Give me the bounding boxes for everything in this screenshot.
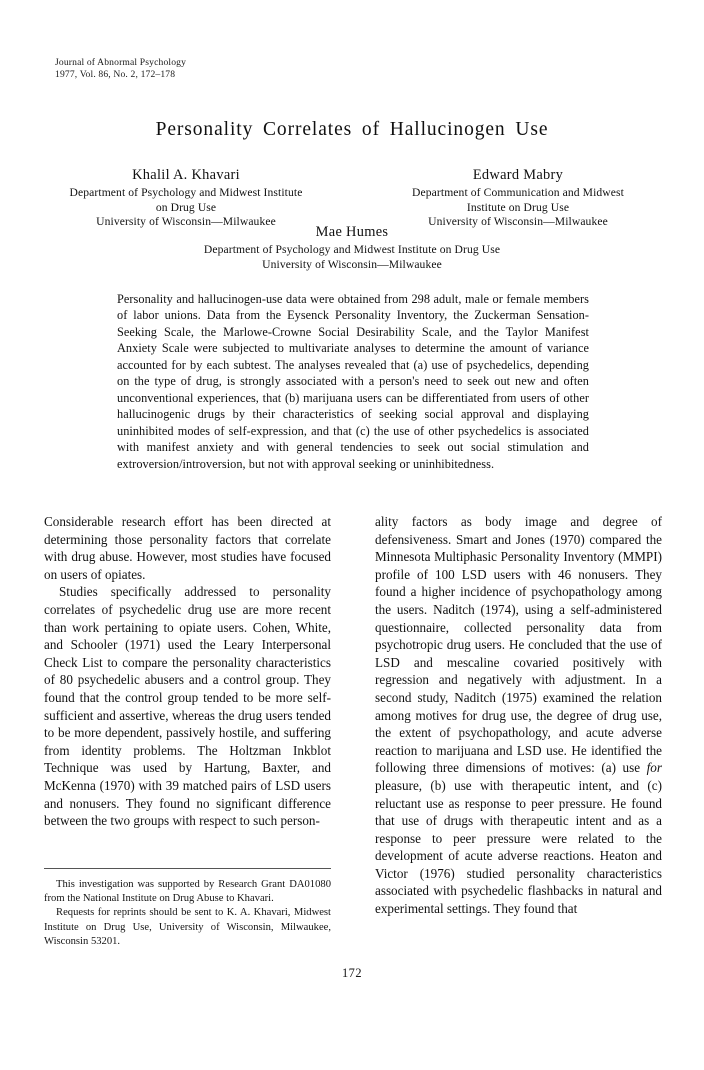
author-affiliation-line: Institute on Drug Use [466,200,570,214]
footnote-paragraph: Requests for reprints should be sent to K. A. Khavari, Midwest Institute on Drug Use, University of Wisconsin, Milwaukee, Wisconsin 53201. [44,907,331,947]
body-column-right [375,513,662,918]
journal-name: Journal of Abnormal Psychology [55,57,187,68]
body-columns [44,513,662,918]
author-block-center [0,223,704,272]
author-name-khavari: Khalil A. Khavari [132,167,240,183]
journal-header [55,57,186,82]
author-row [36,166,668,230]
author-affiliation-line: on Drug Use [155,200,217,214]
author-affiliation-line: University of Wisconsin—Milwaukee [262,257,442,271]
author-affiliation-line: Department of Communication and Midwest [412,186,624,199]
footnote-text [44,878,331,949]
body-paragraph: Considerable research effort has been directed at determining those personality factors that correlate with drug abuse. However, most studies have focused on users of opiates. [44,514,331,582]
body-paragraph [375,513,662,918]
author-affiliation-line: Department of Psychology and Midwest Institute on Drug Use [203,243,501,256]
body-text-run: pleasure, (b) use with therapeutic intent, and (c) reluctant use as response to peer pressure. He found that use of drugs with therapeutic intent and as a response to peer pressure were related to the development of acute adverse reactions. Heaton and Victor (1976) studied personality characteristics associated with psychedelic flashbacks in natural and experimental settings. They found that [375,777,662,917]
body-text-italic: for [646,760,662,776]
author-name-mabry: Edward Mabry [472,167,564,183]
body-paragraph: Studies specifically addressed to personality correlates of psychedelic drug use are more recent than work pertaining to opiate users. Cohen, White, and Schooler (1971) used the Leary Interpersonal Check List to compare the personality characteristics of 80 psychedelic abusers and a control group. They found that the control group tended to be more self-sufficient and assertive, whereas the drug users tended to be more dependent, passively hostile, and suffering from identity problems. The Holtzman Inkblot Technique was used by Hartung, Baxter, and McKenna (1970) with 39 matched pairs of LSD users and nonusers. They found no significant difference between the two groups with respect to such person- [44,584,331,829]
footnote-block [44,868,331,949]
author-affiliation-line: University of Wisconsin—Milwaukee [96,215,276,229]
abstract: Personality and hallucinogen-use data were obtained from 298 adult, male or female members of labor unions. Data from the Eysenck Personality Inventory, the Zuckerman Sensation-Seeking Scale, the Marlowe-Crowne Social Desirability Scale, and the Taylor Manifest Anxiety Scale were subjected to multivariate analyses to determine the amount of variance accounted for by each subtest. The analyses revealed that (a) use of psychedelics, depending on the type of drug, is strongly associated with a person's need to seek out new and often unconventional experiences, that (b) marijuana users can be differentiated from users of other hallucinogenic drugs by their characteristics of seeking social approval and displaying uninhibited modes of self-expression, and that (c) the use of other psychedelics is associated with manifest anxiety and with general tendencies to seek out social stimulation and extroversion/introversion, but not with approval seeking or uninhibitedness. [117,292,589,471]
journal-issue-line: 1977, Vol. 86, No. 2, 172–178 [55,69,176,81]
article-title: Personality Correlates of Hallucinogen Use [155,119,549,140]
footnote-paragraph: This investigation was supported by Research Grant DA01080 from the National Institute on Drug Abuse to Khavari. [44,879,331,905]
author-block-right [368,166,668,230]
author-affiliation-line: Department of Psychology and Midwest Institute [69,186,303,199]
footnote-divider [44,868,331,869]
body-column-left [44,513,331,918]
page-number: 172 [341,966,363,980]
author-affiliation-line: University of Wisconsin—Milwaukee [428,215,608,229]
author-block-left [36,166,336,230]
body-text-run: ality factors as body image and degree of defensiveness. Smart and Jones (1970) compared the Minnesota Multiphasic Personality Inventory (MMPI) profile of 100 LSD users with 46 nonusers. They found a higher incidence of psychopathology among the users. Naditch (1974), using a self-administered questionnaire, collected personality data from psychotropic drug users. He concluded that the use of LSD and mescaline covaried positively with regression and negatively with adjustment. In a second study, Naditch (1975) examined the relation among motives for drug use, the degree of drug use, the extent of psychopathology, and acute adverse reaction to marijuana and LSD use. He identified the following three dimensions of motives: (a) use [375,514,662,776]
author-name-humes: Mae Humes [315,224,389,240]
